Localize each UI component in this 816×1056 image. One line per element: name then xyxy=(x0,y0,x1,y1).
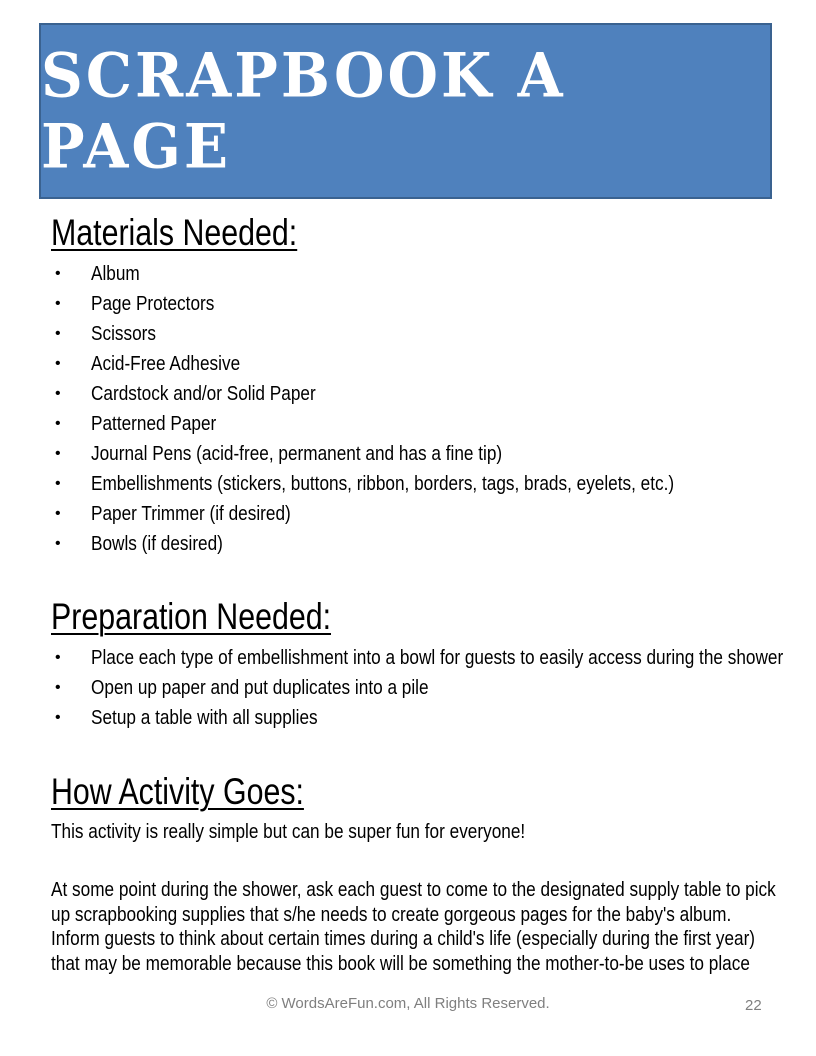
page-number: 22 xyxy=(745,997,762,1014)
list-item: • Acid-Free Adhesive xyxy=(51,349,769,379)
bullet-icon: • xyxy=(55,679,61,696)
bullet-icon: • xyxy=(55,709,61,726)
bullet-icon: • xyxy=(55,445,61,462)
bullet-icon: • xyxy=(55,385,61,402)
list-item: • Album xyxy=(51,259,769,289)
list-item: • Embellishments (stickers, buttons, ribbon, borders, tags, brads, eyelets, etc.) xyxy=(51,469,769,499)
list-item: • Paper Trimmer (if desired) xyxy=(51,499,769,529)
list-item: • Patterned Paper xyxy=(51,409,769,439)
bullet-icon: • xyxy=(55,505,61,522)
materials-heading: Materials Needed: xyxy=(51,212,298,253)
bullet-icon: • xyxy=(55,415,61,432)
list-item: • Bowls (if desired) xyxy=(51,529,769,559)
list-item: • Setup a table with all supplies xyxy=(51,703,816,733)
list-item: • Page Protectors xyxy=(51,289,769,319)
page-title: SCRAPBOOK A PAGE xyxy=(41,39,566,183)
list-item: • Scissors xyxy=(51,319,769,349)
list-item: • Open up paper and put duplicates into a pile xyxy=(51,673,816,703)
bullet-icon: • xyxy=(55,535,61,552)
bullet-icon: • xyxy=(55,355,61,372)
list-item: • Place each type of embellishment into a bowl for guests to easily access during the shower xyxy=(51,643,816,673)
bullet-icon: • xyxy=(55,325,61,342)
bullet-icon: • xyxy=(55,265,61,282)
copyright-footer: © WordsAreFun.com, All Rights Reserved. xyxy=(266,995,550,1012)
bullet-icon: • xyxy=(55,649,61,666)
list-item: • Journal Pens (acid-free, permanent and has a fine tip) xyxy=(51,439,769,469)
preparation-list xyxy=(51,643,816,733)
activity-heading: How Activity Goes: xyxy=(51,771,304,812)
bullet-icon: • xyxy=(55,475,61,492)
preparation-heading: Preparation Needed: xyxy=(51,596,332,637)
activity-paragraph: At some point during the shower, ask each guest to come to the designated supply table to pick up scrapbooking supplies that s/he needs to create gorgeous pages for the baby's album. Inform guests to think about certain times during a child's life (especially during the first year) that may be memorable because this book will be something the mother-to-be uses to place xyxy=(51,879,776,975)
list-item: • Cardstock and/or Solid Paper xyxy=(51,379,769,409)
bullet-icon: • xyxy=(55,295,61,312)
materials-list xyxy=(51,259,769,559)
activity-intro: This activity is really simple but can be super fun for everyone! xyxy=(51,821,526,843)
title-banner xyxy=(39,23,772,199)
